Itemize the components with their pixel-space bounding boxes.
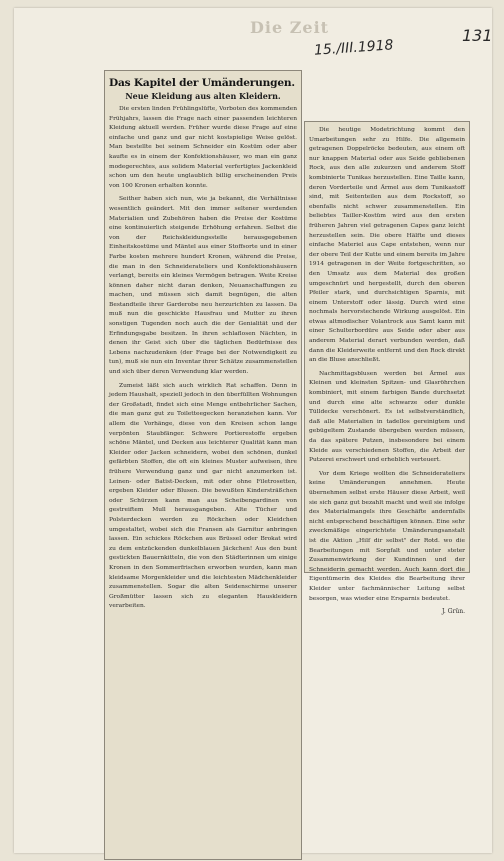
article-title: Das Kapitel der Umänderungen. xyxy=(109,77,295,89)
clipping-left-column xyxy=(104,70,302,860)
handwritten-date: 15./III.1918 xyxy=(313,37,394,59)
article-paragraph: Die heutige Modetrichtung kommt den Umarbeitungen sehr zu Hilfe. Die allgemein getragenen Doppelröcke bedeuten, aus einem oft nur knappen Material oder aus Seide gebliebenen Rock, aus den alle zukurzen und anderem Stoff kombinierte Tunikas herzustellen. Eine Taille kann, deren Vorderteile und Ärmel aus dem Tunikastoff sind, mit Seitenteilen aus dem Rockstoff, so ebenfalls nicht schwer zusammenstellen. Ein beliebtes Tailler-Kostüm wird aus den ersten früheren Jahren viel getragenen Capes ganz leicht herzustellen sein. Die obere Hälfte und dieses einfache Materiel aus Cape entstehen, wenn nur der obere Teil der Kutte und einem bereits im Jahre 1914 getragenen in der Weite fortgeschritten, so den Umsatz aus dem Material des großen umgeschnürt und hergestellt, durch den oberen Pfeiler stark, und durchsichtigen Sparnis, mit einem Unterstoff oder lässig. Durch wird eine nochmals hervorstechende Wirkung ausgelöst. Ein etwas altmodischer Volantrock aus Samt kann mit einer Schulterbordüre aus Seide oder aber aus anderem Material derart verbunden werden, daß dann die Kleiderweite entfernt und den Rock direkt an die Bluse anschließt. xyxy=(309,127,465,364)
article-paragraph: Seither haben sich nun, wie ja bekannt, die Verhältnisse wesentlich geändert. Mit den immer seltener werdenden Materialien und Zubehören haben die Preise der Kostüme eine kontinuierlich steigende Erhöhung erfahren. Selbst die von der Reichskleidungsstelle herausgegebenen Einheitskostüme und Mäntel aus einer Stoffsorte und in einer Farbe kosten mehrere hundert Kronen, während die Preise, die man in den Schneiderateliers und Konfektionshäusern verlangt, bereits ein kleines Vermögen betragen. Weite Kreise können daher nicht daran denken, Neuanschaffungen zu machen, und müssen sich damit begnügen, die alten Bestandteile ihrer Garderobe neu herzurichten zu lassen. Da muß nun die geschickte Hausfrau und Mutter zu ihren sonstigen Tugenden noch auch die der Genialität und der Erfindungsgabe besitzen. In ihren schlaflosen Nächten, in denen ihr Geist sich über die täglichen Bedürfnisse des Lebens nachzudenken (der Frage bei der Notwendigkeit zu tun), muß sie nun ein Inventar ihrer Schätze zusammenstellen und sich über deren Verwendung klar werden. xyxy=(109,196,297,376)
handwritten-page-number: 131 xyxy=(462,26,493,45)
article-subtitle: Neue Kleidung aus alten Kleidern. xyxy=(125,91,281,101)
article-paragraph: Vor dem Kriege wollten die Schneiderateliers keine Umänderungen annehmen. Heute übernehmen selbst erste Häuser diese Arbeit, weil sie sich ganz gut bezahlt macht und weil sie infolge des Materialmangels ihre Geschäfte andernfalls nicht entsprechend beschäftigen können. Eine sehr zweckmäßige eingerichtete Umänderungsanstalt ist die Aktion „Hilf dir selbst" der Rotd. wo die Bearbeitungen mit Sorgfalt und unter steter Zusammenwirkung der Kundinnen und der Schneiderin gemacht werden. Auch kann dort die Eigentümerin des Kleides die Bearbeitung ihrer Kleider unter fachmännischer Leitung selbst besorgen, was wieder eine Ersparnis bedeutet. xyxy=(309,470,465,602)
article-paragraph: Nachmittagsblusen werden bei Ärmel aus Kleinen und kleinsten Spitzen- und Glasröhrchen kombiniert, mit einem farbigen Bande durchsetzt und durch eine alte schwarze oder dunkle Tülldecke verschönert. Es ist selbstverständlich, daß alle Materialien in tadellos gereinigtem und gebügeltem Zustande übergeben werden müssen, da das spätere Putzen, insbesondere bei einem Kleide aus verschiedenen Stoffen, die Arbeit der Putzerei erschwert und erheblich verteuert. xyxy=(309,370,465,464)
author-signature: J. Grün. xyxy=(441,608,465,616)
article-paragraph: Zumeist läßt sich auch wirklich Rat schaffen. Denn in jedem Haushalt, speziell jedoch in den überfüllten Wohnungen der Großstadt, findet sich eine Menge entbehrlicher Sachen, die man ganz gut zu Toiletteegecken heranziehen kann. Vor allem die Vorhänge, diese von den Kreisen schon lange verpönten Staubfänger. Schwere Portierestoffe ergeben schöne Mäntel, und Decken aus leichterer Qualität kann man Kleider oder Jacken schneidern, wobei den schönen, dunkel gefärbten Stoffen, die oft ein kleines Muster aufweisen, ihre frühere Verwendung ganz und gar nicht anzumerken ist. Leinen- oder Batist-Decken, mit oder ohne Filetrosetten, ergeben Kleider oder Blusen. Die bewußten Kindersträßchen oder Schürzen kann man aus Scheibengardinen von gestreiftem Mull herausgangeben. Alte Tücher und Polsterdecken werden zu Röckchen oder Kleidchen umgestaltet, wobei sich die Fransen als Garnitur anbringen lassen. Ein schickes Röckchen aus Brüssel oder Brokat wird zu dem entzückenden dunkelblauen Jäckchen! Aus den bunt gestickten Bauernkitteln, die von den Städterinnen um einige Kronen in den Sommerfrischen erworben wurden, kann man kleidsame Morgenkleider und die leichtesten Mädchenkleider zusammenstellen. Sogar die alten Seidenschirme unserer Großmütter lassen sich zu eleganten Hauskleidern verarbeiten. xyxy=(109,382,297,610)
clipping-right-column xyxy=(304,121,470,616)
article-paragraph: Die ersten linden Frühlingslüfte, Vorboten des kommenden Frühjahrs, lassen die Frage nach einer passenden leichteren Kleidung aktuell werden. Früher wurde diese Frage auf eine einfache und ganz und gar nicht kostspielige Weise gelöst. Man bestellte bei seinem Schneider ein Kostüm oder aber kaufte es in einem der Konfektionshäuser, wo man ein ganz modegerechtes, aus solidem Material verfertigtes Jackenkleid schon um den heute unglaublich billig erscheinenden Preis von 100 Kronen erhalten konnte. xyxy=(109,106,297,189)
newspaper-name-stamp: Die Zeit xyxy=(250,18,330,37)
